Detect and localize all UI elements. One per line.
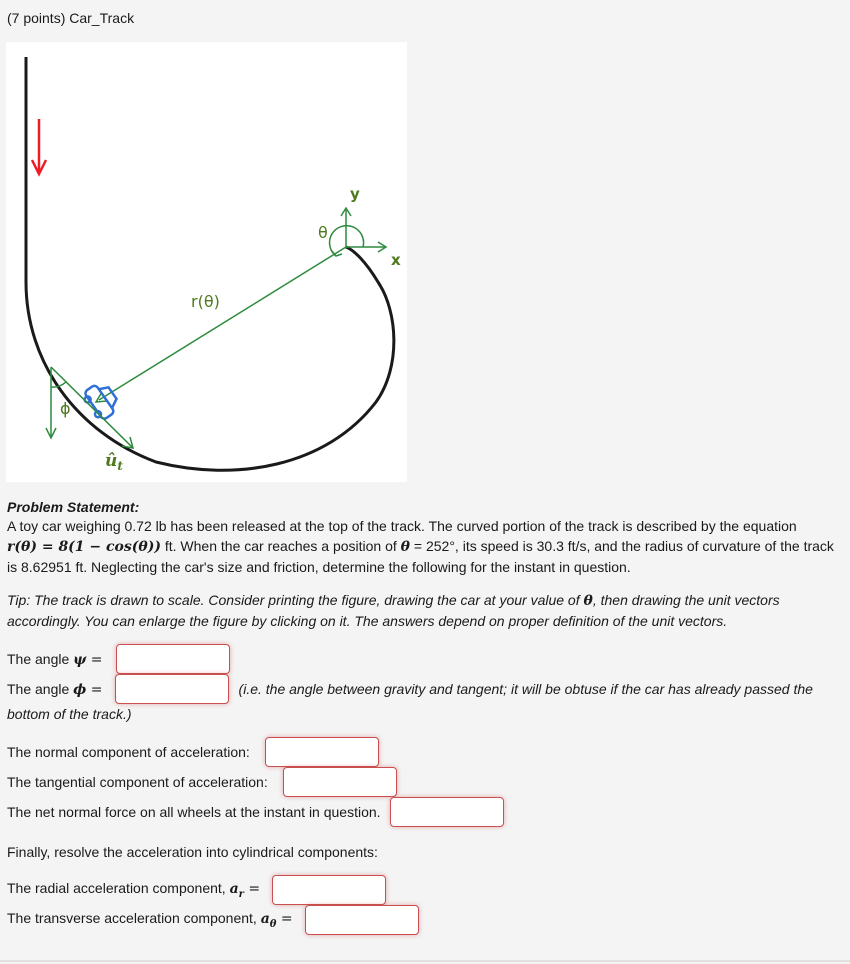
radius-vector-icon (96, 247, 346, 402)
track-curve (26, 57, 394, 470)
normal-force-label: The net normal force on all wheels at the instant in question. (7, 804, 381, 820)
xy-axes-icon (330, 208, 386, 256)
normal-force-row (7, 797, 504, 827)
problem-statement-text: A toy car weighing 0.72 lb has been released at the top of the track. The curved portion of the track is described by the equation r(θ) = 8(1 − cos(θ)) ft. When the car reaches a position of θ = 252°, its speed is 30.3 ft/s, and the radius of curvature of the track is 8.62951 ft. Neglecting the car's size and friction, determine the following for the instant in question. (7, 518, 834, 575)
bottom-divider (0, 960, 850, 962)
phi-row (7, 674, 813, 704)
transverse-label: The transverse acceleration component, $a_\theta$ = (7, 910, 293, 930)
psi-input[interactable] (116, 644, 230, 674)
normal-accel-label: The normal component of acceleration: (7, 744, 250, 760)
radial-row (7, 875, 386, 905)
theta-label: θ (318, 223, 328, 242)
psi-label: The angle ψ = (7, 650, 103, 668)
resolve-text: Finally, resolve the acceleration into cylindrical components: (7, 844, 378, 860)
phi-input[interactable] (115, 674, 229, 704)
phi-label: The angle ϕ = (7, 680, 103, 698)
transverse-row (7, 905, 419, 935)
question-title: (7 points) Car_Track (7, 10, 135, 26)
normal-accel-row (7, 737, 379, 767)
problem-statement-heading: Problem Statement: (7, 499, 140, 515)
y-axis-label: y (350, 185, 360, 203)
radial-label: The radial acceleration component, $a_r$ = (7, 880, 261, 900)
transverse-accel-input[interactable] (305, 905, 419, 935)
tangential-accel-input[interactable] (283, 767, 397, 797)
r-theta-label: r(θ) (191, 292, 220, 311)
phi-label: ϕ (60, 399, 71, 418)
track-equation: r(θ) = 8(1 − cos(θ)) (7, 539, 161, 555)
ut-label: $û_t$ (105, 451, 123, 473)
radial-accel-input[interactable] (272, 875, 386, 905)
tangential-accel-label: The tangential component of acceleration: (7, 774, 268, 790)
psi-row (7, 644, 230, 674)
phi-note-cont: bottom of the track.) (7, 706, 132, 722)
release-arrow-icon (32, 119, 46, 174)
tangential-accel-row (7, 767, 397, 797)
phi-note: (i.e. the angle between gravity and tangent; it will be obtuse if the car has already passed the (238, 681, 813, 697)
car-track-figure[interactable] (6, 42, 407, 482)
normal-force-input[interactable] (390, 797, 504, 827)
tip-text: Tip: The track is drawn to scale. Consider printing the figure, drawing the car at your value of θ, then drawing the unit vectors accordingly. You can enlarge the figure by clicking on it. The answers depend on proper definition of the unit vectors. (7, 592, 780, 629)
x-axis-label: x (391, 251, 401, 269)
normal-accel-input[interactable] (265, 737, 379, 767)
